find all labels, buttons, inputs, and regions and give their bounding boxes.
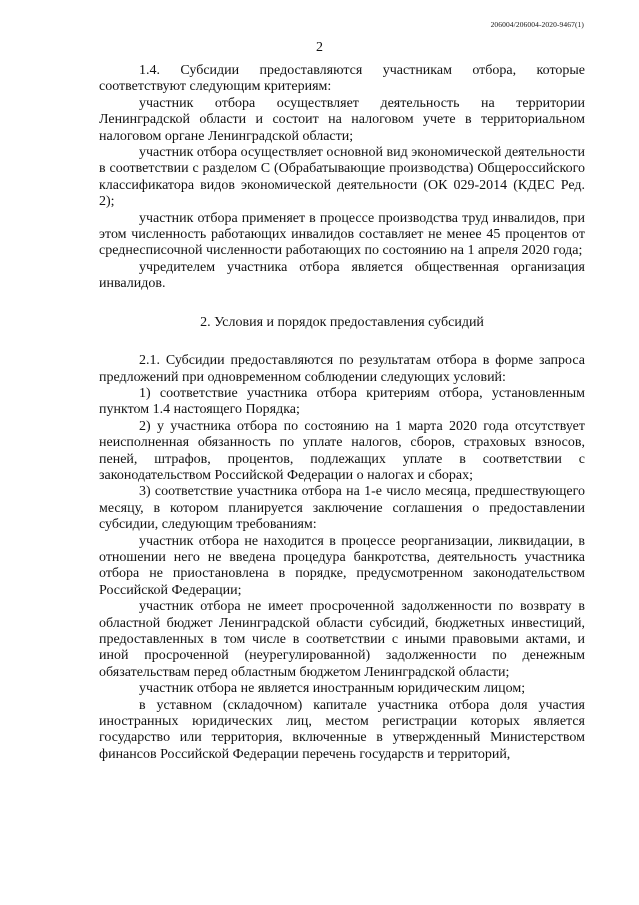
section-heading: 2. Условия и порядок предоставления субсидий	[200, 314, 484, 330]
paragraph-requirement-debt: участник отбора не имеет просроченной задолженности по возврату в областной бюджет Ленинградской области субсидий, бюджетных инвестиций, предоставленных в том числе в соответствии с иными правовыми актами, и иной просроченной (неурегулированной) задолженности по денежным обязательствам перед областным бюджетом Ленинградской области;	[99, 599, 585, 680]
paragraph-2-1: 2.1. Субсидии предоставляются по результатам отбора в форме запроса предложений при одновременном соблюдении следующих условий:	[99, 353, 585, 385]
paragraph-condition-2: 2) у участника отбора по состоянию на 1 марта 2020 года отсутствует неисполненная обязанность по уплате налогов, сборов, страховых взносов, пеней, штрафов, процентов, подлежащих уплате в соответствии с законодательством Российской Федерации о налогах и сборах;	[99, 418, 585, 483]
document-body	[99, 63, 585, 763]
page-number: 2	[316, 40, 323, 55]
paragraph-requirement-foreign: участник отбора не является иностранным юридическим лицом;	[139, 681, 526, 697]
paragraph-criterion-founder: учредителем участника отбора является общественная организация инвалидов.	[99, 259, 585, 292]
paragraph-criterion-territory: участник отбора осуществляет деятельность на территории Ленинградской области и состоит на налоговом учете в территориальном налоговом органе Ленинградской области;	[99, 95, 585, 144]
paragraph-condition-3: 3) соответствие участника отбора на 1-е число месяца, предшествующего месяцу, в котором планируется заключение соглашения о предоставлении субсидии, следующим требованиям:	[99, 484, 585, 533]
paragraph-1-4: 1.4. Субсидии предоставляются участникам отбора, которые соответствуют следующим критериям:	[99, 63, 585, 95]
paragraph-condition-1: 1) соответствие участника отбора критериям отбора, установленным пунктом 1.4 настоящего Порядка;	[99, 385, 585, 418]
document-id: 206004/206004-2020-9467(1)	[490, 20, 584, 29]
paragraph-criterion-activity: участник отбора осуществляет основной вид экономической деятельности в соответствии с разделом С (Обрабатывающие производства) Общероссийского классификатора видов экономической деятельности (ОК 029-2014 (КДЕС Ред. 2);	[99, 145, 585, 210]
paragraph-requirement-foreign-share: в уставном (складочном) капитале участника отбора доля участия иностранных юридических лиц, местом регистрации которых является государство или территория, включенные в утвержденный Министерством финансов Российской Федерации перечень государств и территорий,	[99, 697, 585, 762]
paragraph-criterion-disabled-workers: участник отбора применяет в процессе производства труд инвалидов, при этом численность работающих инвалидов составляет не менее 45 процентов от среднесписочной численности работающих по состоянию на 1 апреля 2020 года;	[99, 210, 585, 259]
paragraph-requirement-reorganization: участник отбора не находится в процессе реорганизации, ликвидации, в отношении него не введена процедура банкротства, деятельность участника отбора не приостановлена в порядке, предусмотренном законодательством Российской Федерации;	[99, 533, 585, 598]
